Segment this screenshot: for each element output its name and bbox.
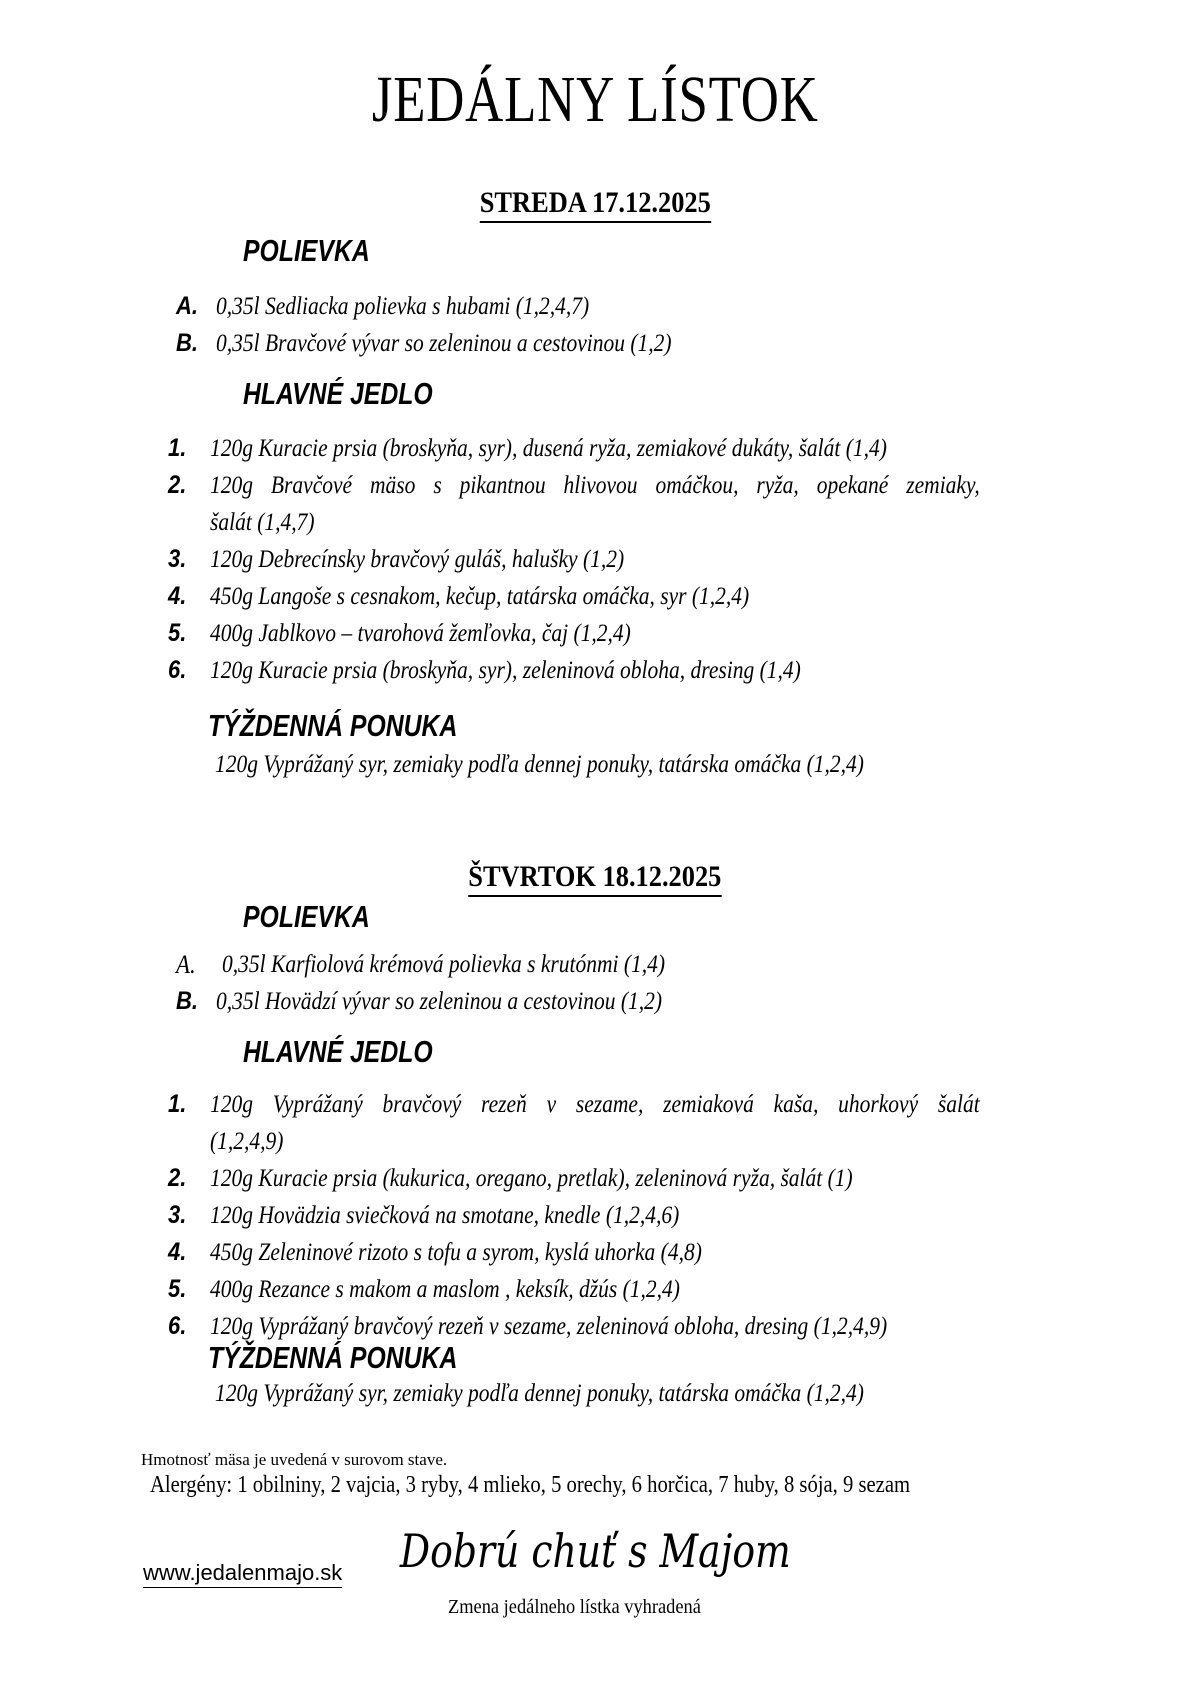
main-dish-row <box>168 430 980 467</box>
main-dish-number: 3. <box>168 1201 187 1229</box>
main-dish-row <box>168 1197 980 1234</box>
main-dish-number: 4. <box>168 582 187 610</box>
main-dish-number: 2. <box>168 471 187 499</box>
main-dish-row <box>168 1234 980 1271</box>
soup-item-marker: A. <box>176 292 198 320</box>
soup-item <box>176 946 737 983</box>
soup-header-streda: POLIEVKA <box>243 233 370 268</box>
main-dish-number: 5. <box>168 1275 187 1303</box>
main-dish-number: 4. <box>168 1238 187 1266</box>
weekly-header-stvrtok: TÝŽDENNÁ PONUKA <box>208 1340 458 1375</box>
main-dish-text: 120g Kuracie prsia (kukurica, oregano, pretlak), zeleninová ryža, šalát (1) <box>210 1165 853 1192</box>
main-dish-number: 3. <box>168 545 187 573</box>
main-header-stvrtok: HLAVNÉ JEDLO <box>243 1034 433 1069</box>
main-dish-number: 6. <box>168 1312 187 1340</box>
weekly-offer-stvrtok: 120g Vyprážaný syr, zemiaky podľa dennej ponuky, tatárska omáčka (1,2,4) <box>215 1380 864 1407</box>
main-dish-row <box>168 1271 980 1308</box>
website-link[interactable]: www.jedalenmajo.sk <box>143 1560 342 1588</box>
main-dish-text: 450g Langoše s cesnakom, kečup, tatárska omáčka, syr (1,2,4) <box>210 583 750 610</box>
weight-note: Hmotnosť mäsa je uvedená v surovom stave. <box>141 1450 448 1469</box>
main-dish-text: 120g Bravčové mäso s pikantnou hlivovou omáčkou, ryža, opekané zemiaky, <box>210 472 980 499</box>
main-dish-text: (1,2,4,9) <box>210 1128 284 1155</box>
main-dish-text: šalát (1,4,7) <box>210 509 315 536</box>
soup-item <box>176 288 650 325</box>
soup-item <box>176 325 746 362</box>
soup-item-marker: B. <box>176 987 198 1015</box>
mains-list-streda <box>168 430 980 689</box>
soup-item-marker: A. <box>176 950 196 979</box>
main-dish-number: 2. <box>168 1164 187 1192</box>
main-header-streda: HLAVNÉ JEDLO <box>243 376 433 411</box>
main-dish-text: 400g Jablkovo – tvarohová žemľovka, čaj (1,2,4) <box>210 620 631 647</box>
main-dish-number: 6. <box>168 656 187 684</box>
menu-change-note: Zmena jedálneho lístka vyhradená <box>448 1596 701 1618</box>
soup-item-text: 0,35l Hovädzí vývar so zeleninou a cestovinou (1,2) <box>216 988 663 1015</box>
day-heading-streda <box>0 186 1190 223</box>
main-dish-row <box>168 1086 980 1160</box>
weekly-header-streda: TÝŽDENNÁ PONUKA <box>208 708 458 743</box>
main-dish-number: 1. <box>168 1090 187 1118</box>
soup-header-stvrtok: POLIEVKA <box>243 899 370 934</box>
main-dish-text: 120g Hovädzia sviečková na smotane, knedle (1,2,4,6) <box>210 1202 680 1229</box>
main-dish-text: 120g Debrecínsky bravčový guláš, halušky (1,2) <box>210 546 625 573</box>
weekly-offer-streda: 120g Vyprážaný syr, zemiaky podľa dennej ponuky, tatárska omáčka (1,2,4) <box>215 751 864 778</box>
main-dish-text: 400g Rezance s makom a maslom , keksík, džús (1,2,4) <box>210 1276 680 1303</box>
soup-item-marker: B. <box>176 329 198 357</box>
footer-slogan: Dobrú chuť s Majom <box>399 1524 791 1578</box>
main-dish-text: 120g Vyprážaný bravčový rezeň v sezame, zeleninová obloha, dresing (1,2,4,9) <box>210 1313 888 1340</box>
page-title-text: JEDÁLNY LÍSTOK <box>371 63 819 136</box>
main-dish-row <box>168 467 980 541</box>
day-heading-streda-text: STREDA 17.12.2025 <box>479 186 710 223</box>
main-dish-text: 120g Vyprážaný bravčový rezeň v sezame, zemiaková kaša, uhorkový šalát <box>210 1091 980 1118</box>
soup-item <box>176 983 735 1020</box>
day-heading-stvrtok <box>0 860 1190 897</box>
page-title <box>0 62 1190 138</box>
main-dish-text: 120g Kuracie prsia (broskyňa, syr), dusená ryža, zemiakové dukáty, šalát (1,4) <box>210 435 887 462</box>
main-dish-number: 1. <box>168 434 187 462</box>
day-heading-stvrtok-text: ŠTVRTOK 18.12.2025 <box>468 860 721 897</box>
soup-item-text: 0,35l Karfiolová krémová polievka s krutónmi (1,4) <box>222 951 666 978</box>
main-dish-row <box>168 615 980 652</box>
soup-item-text: 0,35l Bravčové vývar so zeleninou a cestovinou (1,2) <box>216 330 672 357</box>
main-dish-text: 450g Zeleninové rizoto s tofu a syrom, kyslá uhorka (4,8) <box>210 1239 702 1266</box>
main-dish-row <box>168 578 980 615</box>
allergens-note: Alergény: 1 obilniny, 2 vajcia, 3 ryby, 4 mlieko, 5 orechy, 6 horčica, 7 huby, 8 sója, 9 sezam <box>150 1472 911 1498</box>
main-dish-text: 120g Kuracie prsia (broskyňa, syr), zeleninová obloha, dresing (1,4) <box>210 657 801 684</box>
soup-item-text: 0,35l Sedliacka polievka s hubami (1,2,4,7) <box>216 293 590 320</box>
main-dish-row <box>168 1160 980 1197</box>
main-dish-row <box>168 541 980 578</box>
main-dish-number: 5. <box>168 619 187 647</box>
main-dish-row <box>168 652 980 689</box>
mains-list-stvrtok <box>168 1086 980 1345</box>
